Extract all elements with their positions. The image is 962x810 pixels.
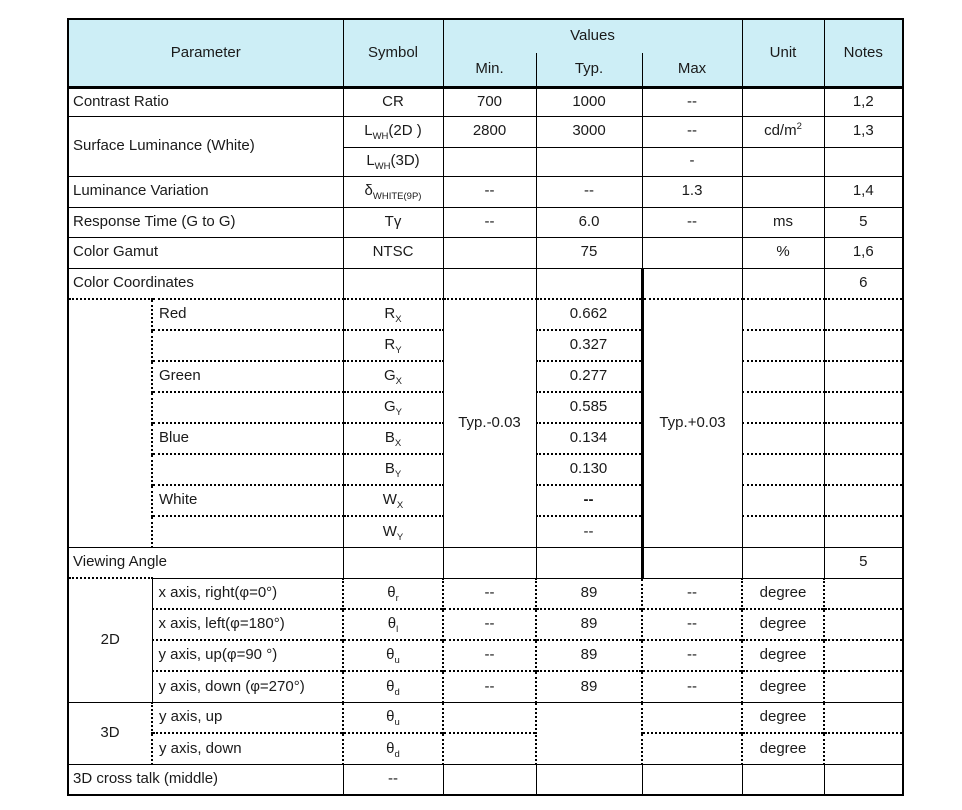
color-red-y-notes	[824, 330, 903, 361]
color-green-y-unit	[742, 392, 824, 423]
color-red-x-symbol	[343, 299, 443, 330]
color-red-x-unit	[742, 299, 824, 330]
3d-y-down-label: y axis, down	[152, 733, 343, 764]
unit-base: cd/m	[764, 122, 797, 140]
symbol-subscript: r	[395, 593, 399, 604]
color-red-y-unit	[742, 330, 824, 361]
contrast-ratio-param: Contrast Ratio	[68, 87, 343, 116]
symbol-base: θ	[387, 584, 396, 601]
row-2d-y-up	[68, 640, 903, 671]
symbol-base: θ	[386, 677, 395, 695]
color-name-blue: Blue	[152, 423, 343, 454]
contrast-ratio-notes: 1,2	[824, 87, 903, 116]
symbol-subscript: Y	[395, 407, 402, 419]
color-white-x-notes	[824, 485, 903, 516]
surface-luminance-3d-unit	[742, 147, 824, 176]
response-time-symbol: Tγ	[343, 207, 443, 237]
row-3d-y-up	[68, 702, 903, 733]
2d-x-left-symbol	[343, 609, 443, 640]
color-gamut-max	[642, 237, 742, 268]
2d-y-up-min: --	[443, 640, 536, 671]
symbol-subscript: u	[394, 717, 400, 728]
symbol-base: G	[383, 398, 396, 416]
row-2d-x-right	[68, 578, 903, 609]
2d-x-right-typ: 89	[536, 578, 642, 609]
surface-luminance-3d-typ	[536, 147, 642, 176]
row-2d-y-down	[68, 671, 903, 702]
surface-luminance-3d-symbol	[343, 147, 443, 176]
symbol-base: B	[384, 460, 395, 478]
crosstalk-unit	[742, 764, 824, 795]
color-name-green: Green	[152, 361, 343, 392]
contrast-ratio-typ: 1000	[536, 87, 642, 116]
2d-y-down-min: --	[443, 671, 536, 702]
crosstalk-max	[642, 764, 742, 795]
luminance-variation-min: --	[443, 176, 536, 207]
color-coordinates-min-all: Typ.-0.03	[443, 299, 536, 547]
crosstalk-param: 3D cross talk (middle)	[68, 764, 343, 795]
2d-y-up-label: y axis, up(φ=90 °)	[152, 640, 343, 671]
symbol-subscript: X	[394, 438, 402, 450]
symbol-subscript: Y	[395, 345, 402, 357]
row-color-gamut	[68, 237, 903, 268]
color-green-y-symbol	[343, 392, 443, 423]
color-gamut-unit: %	[742, 237, 824, 268]
color-red-x-notes	[824, 299, 903, 330]
color-green-x-symbol	[343, 361, 443, 392]
symbol-rest: (2D )	[388, 122, 422, 140]
color-gamut-typ: 75	[536, 237, 642, 268]
contrast-ratio-max: --	[642, 87, 742, 116]
viewing-angle-unit	[742, 547, 824, 578]
contrast-ratio-symbol: CR	[343, 87, 443, 116]
col-header-notes: Notes	[824, 19, 903, 87]
viewing-angle-min	[443, 547, 536, 578]
symbol-base: L	[364, 122, 373, 140]
response-time-typ: 6.0	[536, 207, 642, 237]
color-blue-y-notes	[824, 454, 903, 485]
color-blue-x-typ: 0.134	[536, 423, 642, 454]
symbol-rest: (3D)	[390, 152, 420, 170]
color-coordinates-param: Color Coordinates	[68, 268, 343, 299]
surface-luminance-3d-min	[443, 147, 536, 176]
surface-luminance-2d-max: --	[642, 116, 742, 147]
surface-luminance-2d-min: 2800	[443, 116, 536, 147]
surface-luminance-2d-notes: 1,3	[824, 116, 903, 147]
2d-y-down-typ: 89	[536, 671, 642, 702]
response-time-notes: 5	[824, 207, 903, 237]
color-red-x-typ: 0.662	[536, 299, 642, 330]
response-time-param: Response Time (G to G)	[68, 207, 343, 237]
color-white-x-typ: --	[536, 485, 642, 516]
surface-luminance-param: Surface Luminance (White)	[68, 116, 343, 176]
3d-y-down-symbol	[343, 733, 443, 764]
viewing-angle-max	[642, 547, 742, 578]
crosstalk-min	[443, 764, 536, 795]
2d-y-up-notes	[824, 640, 903, 671]
col-header-min: Min.	[443, 53, 536, 87]
crosstalk-typ	[536, 764, 642, 795]
symbol-base: W	[382, 522, 397, 540]
row-color-coordinates	[68, 268, 903, 299]
luminance-variation-param: Luminance Variation	[68, 176, 343, 207]
color-gamut-param: Color Gamut	[68, 237, 343, 268]
col-header-parameter: Parameter	[68, 19, 343, 87]
surface-luminance-2d-typ: 3000	[536, 116, 642, 147]
2d-y-down-symbol	[343, 671, 443, 702]
color-name-white: White	[152, 485, 343, 516]
symbol-base: θ	[387, 615, 397, 633]
3d-y-down-unit: degree	[742, 733, 824, 764]
symbol-subscript: l	[396, 624, 399, 636]
viewing-angle-typ	[536, 547, 642, 578]
color-name-blank	[152, 516, 343, 547]
col-header-max: Max	[642, 53, 742, 87]
2d-x-left-label: x axis, left(φ=180°)	[152, 609, 343, 640]
color-coordinates-typ	[536, 268, 642, 299]
3d-y-up-label: y axis, up	[152, 702, 343, 733]
row-2d-x-left	[68, 609, 903, 640]
luminance-variation-notes: 1,4	[824, 176, 903, 207]
2d-x-right-label: x axis, right(φ=0°)	[152, 578, 343, 609]
color-blue-x-notes	[824, 423, 903, 454]
surface-luminance-3d-max: -	[642, 147, 742, 176]
color-blue-y-typ: 0.130	[536, 454, 642, 485]
contrast-ratio-min: 700	[443, 87, 536, 116]
2d-y-down-label: y axis, down (φ=270°)	[152, 671, 343, 702]
row-viewing-angle	[68, 547, 903, 578]
3d-y-down-notes	[824, 733, 903, 764]
symbol-base: W	[382, 491, 397, 509]
3d-typ-merged	[536, 702, 642, 764]
symbol-base: θ	[386, 708, 395, 725]
luminance-variation-unit	[742, 176, 824, 207]
3d-y-up-unit: degree	[742, 702, 824, 733]
color-coordinates-spacer	[68, 299, 152, 547]
col-header-values: Values	[443, 19, 742, 53]
color-name-red: Red	[152, 299, 343, 330]
color-white-x-unit	[742, 485, 824, 516]
2d-x-left-min: --	[443, 609, 536, 640]
symbol-subscript: d	[394, 686, 400, 698]
2d-x-left-typ: 89	[536, 609, 642, 640]
response-time-min: --	[443, 207, 536, 237]
color-green-y-notes	[824, 392, 903, 423]
surface-luminance-3d-notes	[824, 147, 903, 176]
3d-y-down-min	[443, 733, 536, 764]
surface-luminance-2d-symbol	[343, 116, 443, 147]
col-header-symbol: Symbol	[343, 19, 443, 87]
3d-y-up-notes	[824, 702, 903, 733]
col-header-unit: Unit	[742, 19, 824, 87]
color-blue-x-unit	[742, 423, 824, 454]
viewing-group-3d: 3D	[68, 702, 152, 764]
crosstalk-symbol: --	[343, 764, 443, 795]
2d-x-right-unit: degree	[742, 578, 824, 609]
color-coordinates-max-all: Typ.+0.03	[642, 299, 742, 547]
surface-luminance-2d-unit	[742, 116, 824, 147]
color-red-y-typ: 0.327	[536, 330, 642, 361]
symbol-subscript: X	[396, 500, 404, 512]
crosstalk-notes	[824, 764, 903, 795]
col-header-typ: Typ.	[536, 53, 642, 87]
contrast-ratio-unit	[742, 87, 824, 116]
viewing-angle-symbol	[343, 547, 443, 578]
color-gamut-min	[443, 237, 536, 268]
row-response-time	[68, 207, 903, 237]
color-white-y-symbol	[343, 516, 443, 547]
color-green-x-notes	[824, 361, 903, 392]
optical-spec-table	[67, 18, 904, 796]
luminance-variation-max: 1.3	[642, 176, 742, 207]
response-time-unit: ms	[742, 207, 824, 237]
color-white-x-symbol	[343, 485, 443, 516]
color-name-blank	[152, 392, 343, 423]
row-3d-y-down	[68, 733, 903, 764]
row-surface-luminance-2d	[68, 116, 903, 147]
2d-y-up-max: --	[642, 640, 742, 671]
color-gamut-symbol: NTSC	[343, 237, 443, 268]
2d-x-right-symbol	[343, 578, 443, 609]
symbol-subscript: Y	[394, 469, 402, 481]
3d-y-up-min	[443, 702, 536, 733]
2d-x-right-max: --	[642, 578, 742, 609]
2d-x-left-max: --	[642, 609, 742, 640]
row-color-red-x	[68, 299, 903, 330]
color-white-y-typ: --	[536, 516, 642, 547]
2d-y-up-unit: degree	[742, 640, 824, 671]
color-coordinates-symbol	[343, 268, 443, 299]
symbol-subscript: d	[394, 748, 400, 760]
symbol-subscript: X	[395, 376, 402, 388]
color-white-y-unit	[742, 516, 824, 547]
color-name-blank	[152, 330, 343, 361]
symbol-base: θ	[386, 646, 395, 664]
2d-y-up-symbol	[343, 640, 443, 671]
symbol-base: R	[384, 336, 396, 354]
luminance-variation-typ: --	[536, 176, 642, 207]
viewing-group-2d: 2D	[68, 578, 152, 702]
color-blue-y-symbol	[343, 454, 443, 485]
color-blue-x-symbol	[343, 423, 443, 454]
symbol-base: R	[384, 305, 396, 323]
2d-y-down-unit: degree	[742, 671, 824, 702]
2d-y-down-notes	[824, 671, 903, 702]
2d-x-left-unit: degree	[742, 609, 824, 640]
color-red-y-symbol	[343, 330, 443, 361]
color-blue-y-unit	[742, 454, 824, 485]
row-3d-crosstalk	[68, 764, 903, 795]
2d-x-right-notes	[824, 578, 903, 609]
symbol-subscript: WHITE(9P)	[372, 191, 422, 203]
symbol-subscript: u	[394, 655, 400, 667]
symbol-subscript: WH	[372, 131, 389, 143]
symbol-subscript: X	[395, 314, 402, 326]
symbol-base: δ	[364, 182, 373, 200]
2d-y-up-typ: 89	[536, 640, 642, 671]
3d-y-up-max	[642, 702, 742, 733]
3d-y-up-symbol	[343, 702, 443, 733]
symbol-subscript: WH	[374, 161, 391, 173]
row-contrast-ratio	[68, 87, 903, 116]
color-coordinates-notes: 6	[824, 268, 903, 299]
symbol-base: G	[383, 367, 396, 385]
row-luminance-variation	[68, 176, 903, 207]
2d-y-down-max: --	[642, 671, 742, 702]
color-coordinates-max	[642, 268, 742, 299]
header-row-1	[68, 19, 903, 53]
3d-y-down-max	[642, 733, 742, 764]
viewing-angle-param: Viewing Angle	[68, 547, 343, 578]
color-gamut-notes: 1,6	[824, 237, 903, 268]
color-green-y-typ: 0.585	[536, 392, 642, 423]
symbol-subscript: Y	[396, 531, 404, 543]
viewing-angle-notes: 5	[824, 547, 903, 578]
color-coordinates-min	[443, 268, 536, 299]
symbol-base: L	[366, 152, 375, 170]
color-green-x-unit	[742, 361, 824, 392]
2d-x-right-min: --	[443, 578, 536, 609]
symbol-base: B	[384, 429, 395, 447]
color-name-blank	[152, 454, 343, 485]
unit-superscript: 2	[796, 121, 802, 133]
color-coordinates-unit	[742, 268, 824, 299]
color-white-y-notes	[824, 516, 903, 547]
2d-x-left-notes	[824, 609, 903, 640]
response-time-max: --	[642, 207, 742, 237]
symbol-base: θ	[386, 739, 395, 757]
luminance-variation-symbol	[343, 176, 443, 207]
color-green-x-typ: 0.277	[536, 361, 642, 392]
